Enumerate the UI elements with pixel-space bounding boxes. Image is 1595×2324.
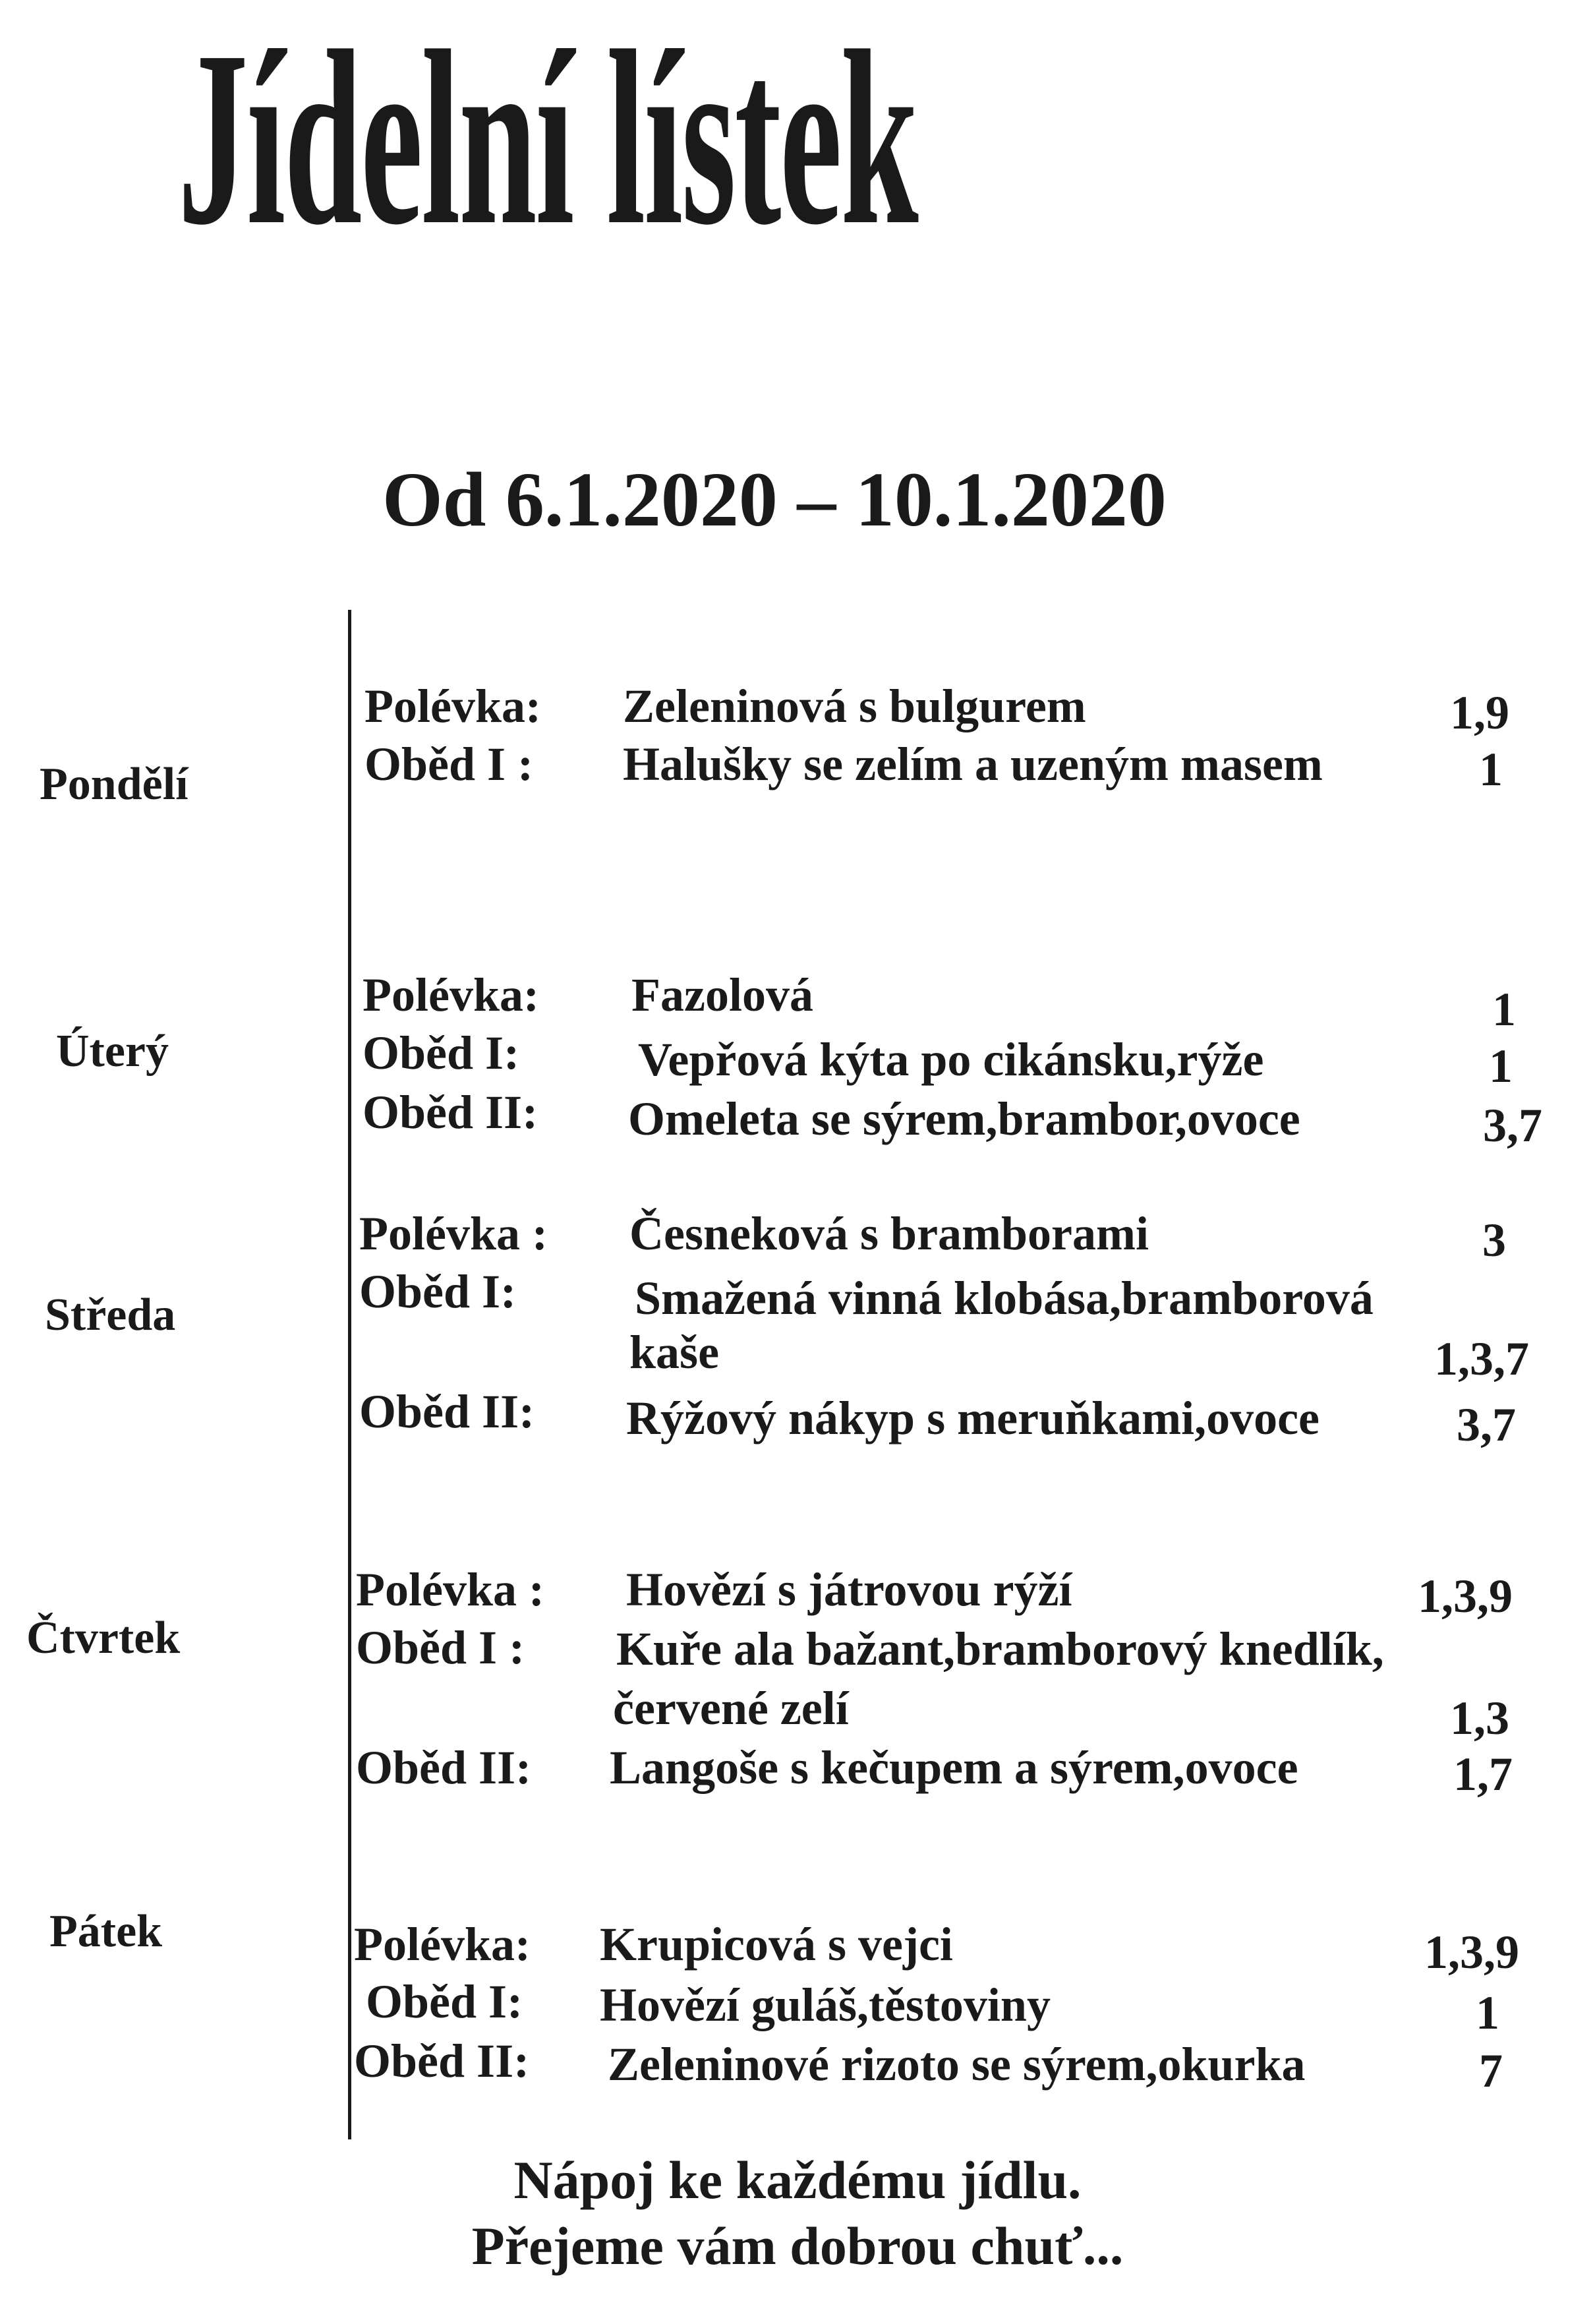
meal-label: Oběd II: — [354, 2035, 530, 2087]
meal-dish: Fazolová — [631, 968, 813, 1021]
day-tuesday: Úterý — [56, 1026, 169, 1077]
meal-allergens: 1,3,7 — [1434, 1332, 1529, 1385]
meal-dish: Rýžový nákyp s meruňkami,ovoce — [626, 1392, 1320, 1445]
meal-dish: Vepřová kýta po cikánsku,rýže — [638, 1033, 1264, 1086]
meal-allergens: 3,7 — [1457, 1398, 1516, 1451]
meal-label: Oběd II: — [359, 1385, 535, 1438]
meal-allergens: 1 — [1479, 743, 1503, 796]
meal-dish: Smažená vinná klobása,bramborová — [635, 1272, 1374, 1325]
meal-dish: Halušky se zelím a uzeným masem — [623, 738, 1323, 790]
meal-allergens: 1 — [1476, 1986, 1499, 2039]
meal-label: Polévka: — [354, 1918, 531, 1971]
meal-dish: Krupicová s vejci — [600, 1918, 953, 1971]
meal-dish: Zeleninová s bulgurem — [623, 680, 1086, 732]
meal-allergens: 1,3,9 — [1424, 1926, 1519, 1979]
meal-dish: Hovězí guláš,těstoviny — [600, 1979, 1051, 2031]
column-divider — [348, 610, 351, 2139]
meal-dish: Kuře ala bažant,bramborový knedlík, — [616, 1623, 1384, 1675]
meal-label: Oběd I : — [364, 738, 534, 790]
meal-allergens: 1,9 — [1450, 686, 1509, 739]
day-wednesday: Středa — [45, 1290, 176, 1340]
meal-label: Polévka : — [356, 1563, 544, 1616]
meal-label: Oběd II: — [356, 1741, 532, 1794]
meal-label: Oběd II: — [362, 1086, 538, 1139]
meal-dish: Langoše s kečupem a sýrem,ovoce — [610, 1741, 1298, 1794]
meal-dish-cont: kaše — [629, 1326, 720, 1379]
meal-label: Oběd I: — [362, 1027, 520, 1079]
meal-label: Polévka : — [359, 1207, 548, 1260]
day-monday: Pondělí — [40, 759, 188, 810]
meal-allergens: 1,3 — [1450, 1692, 1509, 1744]
footer-greeting: Přejeme vám dobrou chuť... — [471, 2216, 1124, 2276]
meal-label: Oběd I : — [356, 1621, 525, 1674]
meal-allergens: 7 — [1479, 2044, 1503, 2097]
menu-title: Jídelní lístek — [178, 0, 917, 277]
meal-allergens: 1 — [1489, 1040, 1513, 1092]
meal-dish: Česneková s bramborami — [629, 1207, 1149, 1260]
meal-label: Polévka: — [362, 968, 539, 1021]
meal-allergens: 3 — [1482, 1214, 1506, 1266]
meal-allergens: 3,7 — [1483, 1099, 1542, 1152]
meal-dish: Zeleninové rizoto se sýrem,okurka — [608, 2038, 1306, 2091]
date-range: Od 6.1.2020 – 10.1.2020 — [382, 456, 1167, 543]
meal-label: Oběd I: — [359, 1265, 517, 1318]
meal-label: Polévka: — [364, 680, 541, 732]
meal-dish-cont: červené zelí — [613, 1682, 849, 1735]
footer-drink-note: Nápoj ke každému jídlu. — [513, 2150, 1082, 2210]
day-thursday: Čtvrtek — [26, 1613, 181, 1663]
meal-allergens: 1,3,9 — [1418, 1570, 1513, 1623]
day-friday: Pátek — [49, 1906, 163, 1957]
meal-dish: Omeleta se sýrem,brambor,ovoce — [628, 1092, 1300, 1145]
meal-allergens: 1,7 — [1453, 1748, 1513, 1801]
meal-label: Oběd I: — [366, 1975, 523, 2028]
meal-allergens: 1 — [1492, 983, 1516, 1036]
meal-dish: Hovězí s játrovou rýží — [626, 1563, 1072, 1616]
